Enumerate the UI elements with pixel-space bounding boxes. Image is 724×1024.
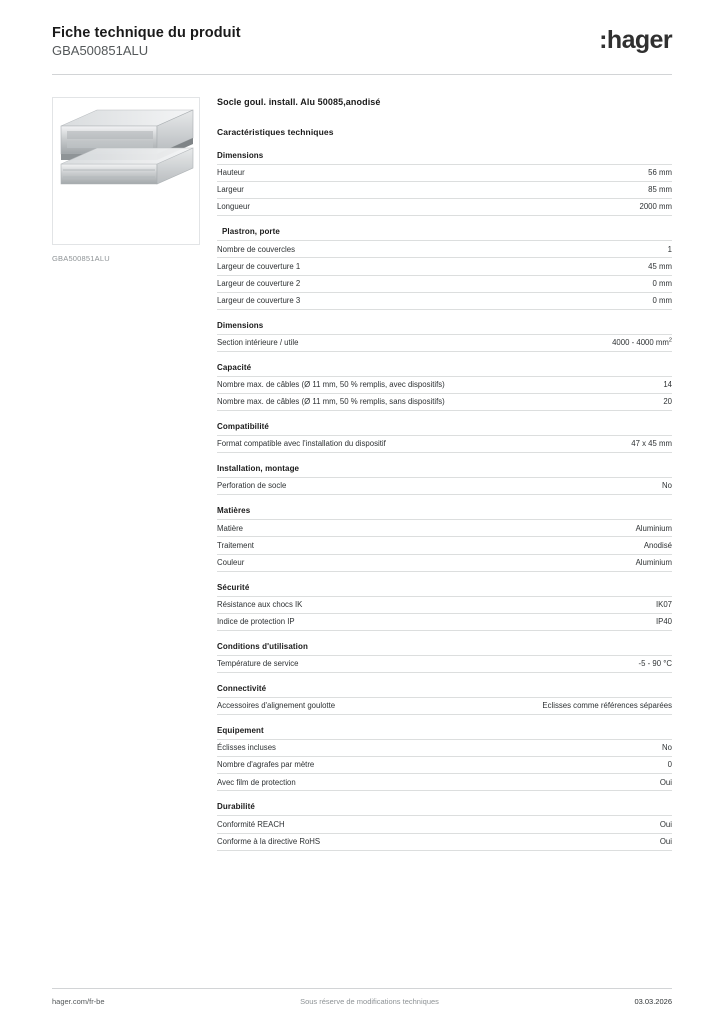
specification-group <box>217 227 672 309</box>
spec-rows <box>217 655 672 673</box>
spec-label: Nombre d'agrafes par mètre <box>217 760 315 770</box>
specification-group <box>217 726 672 791</box>
spec-label: Température de service <box>217 659 299 669</box>
spec-rows <box>217 815 672 850</box>
spec-value: 14 <box>663 380 672 390</box>
table-row <box>217 164 672 181</box>
spec-rows <box>217 164 672 216</box>
table-row <box>217 596 672 613</box>
spec-rows <box>217 376 672 411</box>
table-row <box>217 334 672 352</box>
table-row <box>217 697 672 715</box>
spec-rows <box>217 596 672 631</box>
table-row <box>217 554 672 572</box>
footer-divider <box>52 988 672 989</box>
specification-group <box>217 684 672 715</box>
hager-logo <box>599 22 672 53</box>
group-title: Sécurité <box>217 582 250 592</box>
spec-label: Largeur de couverture 1 <box>217 261 301 271</box>
specification-group <box>217 321 672 352</box>
spec-value: IP40 <box>655 616 672 626</box>
header-title-block <box>52 22 241 60</box>
spec-rows <box>217 240 672 309</box>
spec-value: -5 - 90 °C <box>638 659 672 669</box>
table-row <box>217 815 672 832</box>
page-content <box>52 75 672 862</box>
spec-label: Éclisses incluses <box>217 743 276 753</box>
specifications-column <box>217 97 672 862</box>
spec-value: No <box>662 481 672 491</box>
spec-value: 1 <box>667 244 672 254</box>
spec-label: Largeur <box>217 185 244 195</box>
specification-group <box>217 506 672 571</box>
specification-group <box>217 422 672 453</box>
spec-label: Nombre max. de câbles (Ø 11 mm, 50 % remplis, avec dispositifs) <box>217 380 445 390</box>
spec-label: Accessoires d'alignement goulotte <box>217 701 336 711</box>
table-row <box>217 181 672 198</box>
page-footer <box>52 988 672 1006</box>
spec-label: Hauteur <box>217 168 245 178</box>
footer-website-link[interactable] <box>52 997 105 1006</box>
product-image <box>52 97 200 245</box>
specification-group <box>217 151 672 216</box>
table-row <box>217 756 672 773</box>
spec-value: 56 mm <box>648 168 672 178</box>
spec-value: 0 mm <box>652 295 672 305</box>
table-row <box>217 833 672 851</box>
table-row <box>217 773 672 791</box>
spec-label: Couleur <box>217 557 245 567</box>
spec-value: 4000 - 4000 $mm^2$ <box>612 337 672 347</box>
footer-date: 03.03.2026 <box>634 997 672 1006</box>
spec-value: 45 mm <box>648 261 672 271</box>
table-row <box>217 655 672 673</box>
footer-disclaimer: Sous réserve de modifications techniques <box>300 997 439 1006</box>
table-row <box>217 435 672 453</box>
spec-label: Longueur <box>217 202 250 212</box>
spec-value: Aluminium <box>635 557 672 567</box>
table-row <box>217 393 672 411</box>
spec-value: 0 mm <box>652 278 672 288</box>
spec-label: Nombre max. de câbles (Ø 11 mm, 50 % remplis, sans dispositifs) <box>217 397 445 407</box>
spec-value: 2000 mm <box>639 202 672 212</box>
group-title: Compatibilité <box>217 422 269 432</box>
group-title: Dimensions <box>217 151 264 161</box>
group-title: Installation, montage <box>217 464 300 474</box>
specification-groups <box>217 151 672 851</box>
table-row <box>217 292 672 310</box>
table-row <box>217 376 672 393</box>
group-title: Plastron, porte <box>222 227 280 237</box>
specification-group <box>217 464 672 495</box>
spec-label: Largeur de couverture 3 <box>217 295 301 305</box>
footer-link-text[interactable]: hager.com/fr-be <box>52 997 105 1006</box>
spec-label: Perforation de socle <box>217 481 287 491</box>
group-title: Durabilité <box>217 802 255 812</box>
spec-label: Section intérieure / utile <box>217 337 299 347</box>
spec-label: Largeur de couverture 2 <box>217 278 301 288</box>
product-image-column <box>52 97 217 862</box>
spec-value: Oui <box>659 819 672 829</box>
page-header <box>52 0 672 60</box>
spec-value: 85 mm <box>648 185 672 195</box>
spec-value: 0 <box>667 760 672 770</box>
table-row <box>217 477 672 495</box>
table-row <box>217 613 672 631</box>
footer-content <box>52 997 672 1006</box>
group-title: Connectivité <box>217 683 267 693</box>
product-reference: GBA500851ALU <box>52 43 149 59</box>
group-title: Matières <box>217 506 251 516</box>
table-row <box>217 519 672 536</box>
specification-group <box>217 583 672 631</box>
page-title: Fiche technique du produit <box>52 25 241 41</box>
spec-value: No <box>662 743 672 753</box>
spec-value: 20 <box>663 397 672 407</box>
group-title: Equipement <box>217 726 264 736</box>
table-row <box>217 536 672 553</box>
spec-label: Traitement <box>217 540 254 550</box>
spec-value: Oui <box>659 777 672 787</box>
group-title: Capacité <box>217 362 252 372</box>
spec-label: Indice de protection IP <box>217 616 295 626</box>
group-title: Conditions d'utilisation <box>217 641 308 651</box>
spec-value: Eclisses comme références séparées <box>542 701 672 711</box>
spec-label: Format compatible avec l'installation du dispositif <box>217 439 386 449</box>
spec-label: Conformité REACH <box>217 819 285 829</box>
spec-value: Aluminium <box>635 523 672 533</box>
product-image-caption: GBA500851ALU <box>52 254 110 264</box>
spec-label: Nombre de couvercles <box>217 244 296 254</box>
spec-value: Anodisé <box>643 540 672 550</box>
spec-label: Avec film de protection <box>217 777 296 787</box>
specification-group <box>217 363 672 411</box>
spec-rows <box>217 697 672 715</box>
specs-section-title: Caractéristiques techniques <box>217 127 334 138</box>
spec-value: 47 x 45 mm <box>631 439 672 449</box>
trunking-profile-illustration <box>53 98 199 244</box>
spec-value: IK07 <box>655 599 672 609</box>
spec-rows <box>217 435 672 453</box>
table-row <box>217 739 672 756</box>
product-name: Socle goul. install. Alu 50085,anodisé <box>217 97 381 108</box>
logo-colon-mark: : <box>599 26 607 54</box>
spec-rows <box>217 519 672 571</box>
spec-label: Matière <box>217 523 243 533</box>
table-row <box>217 198 672 216</box>
spec-value: Oui <box>659 836 672 846</box>
spec-label: Conforme à la directive RoHS <box>217 836 321 846</box>
table-row <box>217 275 672 292</box>
table-row <box>217 240 672 257</box>
spec-rows <box>217 739 672 791</box>
spec-label: Résistance aux chocs IK <box>217 599 303 609</box>
spec-rows <box>217 477 672 495</box>
specification-group <box>217 642 672 673</box>
group-title: Dimensions <box>217 320 264 330</box>
table-row <box>217 257 672 274</box>
logo-wordmark: hager <box>606 26 672 54</box>
specification-group <box>217 802 672 850</box>
spec-rows <box>217 334 672 352</box>
